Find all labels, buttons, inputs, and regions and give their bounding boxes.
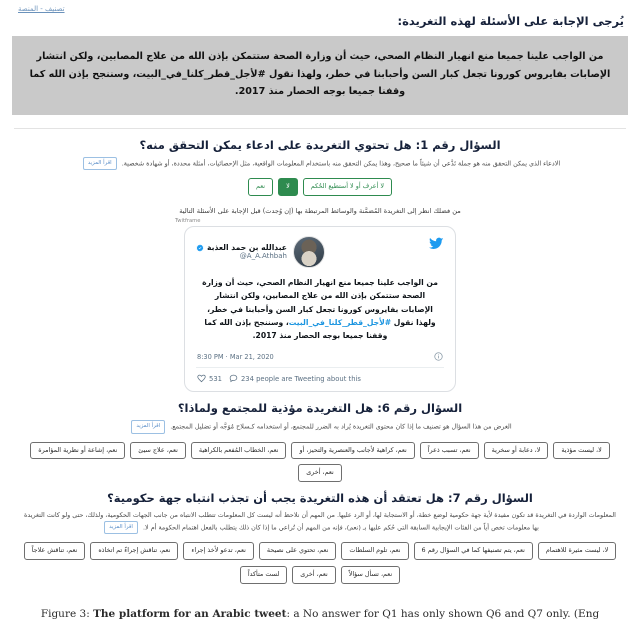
option-button[interactable]: نعم، تحتوي على نصيحة [259, 542, 336, 560]
option-button[interactable]: نعم، تسأل سؤالاً [341, 566, 400, 584]
verified-badge-icon [196, 244, 204, 252]
option-button[interactable]: نعم، تناقش علاجاً [24, 542, 86, 560]
tweet-author[interactable] [196, 236, 325, 268]
read-more-link[interactable]: اقرأ المزيد [104, 521, 138, 534]
read-more-link[interactable]: اقرأ المزيد [131, 420, 165, 433]
read-more-link[interactable]: اقرأ المزيد [83, 157, 117, 170]
tweet-hashtag[interactable]: #لأجل_قطر_كلنا_في_البيت [288, 317, 392, 327]
tweet-author-names [196, 243, 287, 261]
tweet-display-name-row [196, 243, 287, 252]
tweet-like-count: 531 [209, 374, 222, 383]
question-7-description [20, 510, 620, 534]
tweet-timestamp: 8:30 PM · Mar 21, 2020 [197, 352, 274, 361]
figure-caption [0, 608, 640, 620]
twitter-bird-icon[interactable] [429, 236, 444, 251]
figure-caption-bold: The platform for an Arabic tweet [93, 608, 287, 620]
question-1-options [16, 176, 624, 196]
option-button[interactable]: نعم، إشاعة أو نظرية المؤامرة [30, 442, 125, 460]
embedded-tweet-card[interactable] [184, 226, 456, 392]
question-1-title: السؤال رقم 1: هل تحتوي التغريدة على ادعاء يمكن التحقق منه؟ [139, 138, 501, 153]
option-button[interactable]: نعم، تلوم السلطات [341, 542, 408, 560]
option-button[interactable]: نعم، يتم تصنيفها كما في السؤال رقم 6 [414, 542, 533, 560]
option-button[interactable]: لا، دعابة أو سخرية [484, 442, 549, 460]
option-button[interactable]: نعم، كراهية لأجانب والعنصرية والتحيز، أو [291, 442, 414, 460]
figure-caption-prefix: Figure 3: [40, 608, 90, 620]
tweet-display-name: عبدالله بن حمد العذبة [207, 242, 287, 252]
comment-icon [229, 374, 238, 383]
question-1 [0, 129, 640, 196]
option-button[interactable]: نعم، تناقش إجراءً تم اتخاذه [90, 542, 178, 560]
embed-instruction: من فضلك انظر إلى التغريدة المُضمَّنة والوسائط المرتبطة بها (إن وُجدت) قبل الإجابة على الأسئلة التالية [179, 207, 461, 216]
option-button[interactable]: نعم، أخرى [292, 566, 335, 584]
question-7-options-row-1 [16, 540, 624, 560]
question-6-description [20, 420, 620, 433]
option-button[interactable]: نعم، تدعو لأخذ إجراء [183, 542, 254, 560]
tweet-body-lead: من الواجب علينا جميعا منع انهيار النظام الصحي، حيث أن وزارة الصحة ستتمكن بإذن الله من علاج المصابين، ولكن انتشار الإصابات بفايروس كورونا تجعل كبار السن وأحبابنا في خطر، ولهذا نقول [202, 278, 438, 327]
option-button[interactable]: نعم، علاج سيئ [130, 442, 186, 460]
tweet-body-tail: ، وسننجح بإذن الله كما وقفنا جميعا بوجه الحصار منذ 2017. [204, 317, 388, 341]
tweet-handle: @A_A.Athbah [239, 252, 287, 261]
question-7-description-line-2: كانت التغريدة بها معلومات تخص أياً من الفئات الإيجابية السابقة التي حُكم عليها بـ (نعم)، فإنه من المهم أن تُراعي ما إذا كان ذلك يتطلب بالفعل اهتمام الحكومة أم لا. [24, 511, 539, 532]
info-icon[interactable] [434, 352, 443, 361]
option-button[interactable]: نعم، تسبب ذعراً [420, 442, 479, 460]
option-button[interactable]: نعم، أخرى [298, 464, 341, 482]
breadcrumb [0, 0, 630, 13]
heart-icon [197, 374, 206, 383]
option-button[interactable]: لا، ليست مثيرة للاهتمام [538, 542, 616, 560]
option-button[interactable]: لست متأكداً [240, 566, 287, 584]
option-button[interactable]: نعم [248, 178, 273, 196]
question-1-description-text: الادعاء الذي يمكن التحقق منه هو جملة تَدَّعي أن شيئاً ما صحيح، وهذا يمكن التحقق منه باستخدام المعلومات الواقعية، مثل الإحصائيات، أمثلة محددة، أو شهادة شخصية. [121, 159, 561, 168]
tweet-discussion-text: 234 people are Tweeting about this [240, 374, 361, 383]
option-button-selected[interactable]: لا [278, 178, 298, 196]
figure-caption-rest: : a No answer for Q1 has only shown Q6 and Q7 only. (Eng [286, 608, 600, 620]
option-button[interactable]: لا أعرف أو لا أستطيع الحُكم [303, 178, 392, 196]
tweet-header [196, 236, 444, 268]
tweet-meta [196, 348, 444, 368]
question-7 [0, 482, 640, 583]
question-6 [0, 392, 640, 482]
question-7-title: السؤال رقم 7: هل تعتقد أن هذه التغريدة يجب أن تجذب انتباه جهة حكومية؟ [107, 491, 533, 506]
option-button[interactable]: لا، ليست مؤذية [553, 442, 609, 460]
breadcrumb-link[interactable]: تصنيف - المنصة [18, 5, 65, 13]
question-1-description [20, 157, 620, 170]
question-6-options [16, 440, 624, 482]
question-6-description-text: الغرض من هذا السؤال هو تصنيف ما إذا كان محتوى التغريدة يُراد به الضرر للمجتمع، أو استخدامه كـسلاح مُوَجَّه أو تضليل المجتمع. [170, 423, 512, 432]
question-7-description-line-1: المعلومات الواردة في التغريدة قد تكون مفيدة لأية جهة حكومية لوضع خطة، أو الاستجابة لها، أو الرد عليها. من المهم أن نلاحظ أنه ليست كل المعلومات تتطلب الانتباه من جانب الجهات الحكومية، ولذلك، حتى ولو [61, 511, 616, 520]
tweet-discussion-stat[interactable] [229, 374, 361, 383]
tweet-quote-box: من الواجب علينا جميعا منع انهيار النظام الصحي، حيث أن وزارة الصحة ستتمكن بإذن الله من علاج المصابين، ولكن انتشار الإصابات بفايروس كورونا تجعل كبار السن وأحبابنا في خطر، ولهذا نقول #لأجل_قطر_كلنا_في_البيت، وسننجح بإذن الله كما وقفنا جميعا بوجه الحصار منذ 2017. [12, 36, 628, 115]
tweet-body [196, 268, 444, 348]
twitframe-label: Twitframe [175, 218, 201, 225]
page-instruction: يُرجى الإجابة على الأسئلة لهذه التغريدة: [397, 14, 624, 28]
avatar [293, 236, 325, 268]
question-6-title: السؤال رقم 6: هل التغريدة مؤذية للمجتمع ولماذا؟ [177, 401, 463, 416]
question-7-options-row-2 [16, 564, 624, 584]
tweet-like-stat[interactable] [197, 374, 222, 383]
option-button[interactable]: نعم، الخطاب المُفعم بالكراهية [191, 442, 287, 460]
tweet-stats [196, 368, 444, 384]
